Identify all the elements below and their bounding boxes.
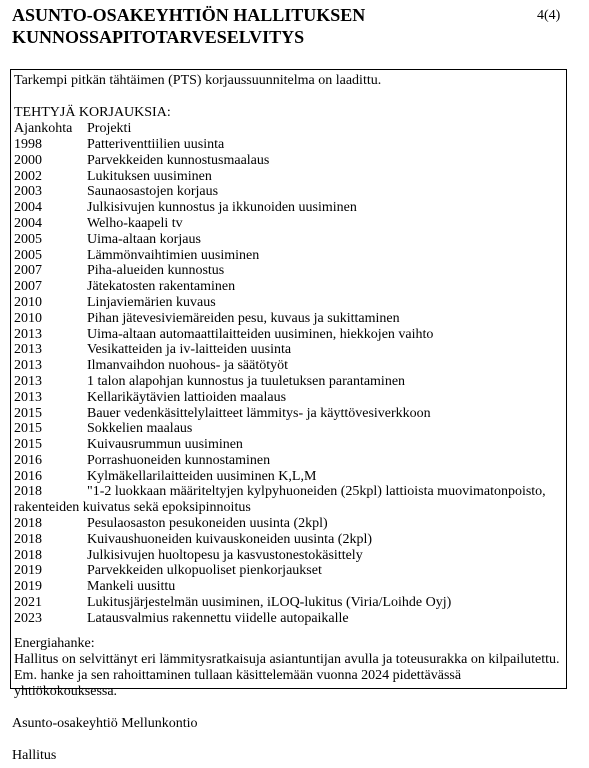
repair-project: Piha-alueiden kunnostus — [87, 263, 225, 279]
repair-project: Kuivausrummun uusiminen — [87, 437, 243, 453]
footer-board: Hallitus — [12, 748, 57, 763]
column-header-project: Projekti — [87, 121, 132, 136]
repair-project: Mankeli uusittu — [87, 579, 176, 595]
repair-row — [14, 137, 224, 153]
repair-year: 2013 — [14, 374, 42, 389]
repair-row — [14, 327, 433, 343]
repair-row — [14, 279, 235, 295]
repair-project: Porrashuoneiden kunnostaminen — [87, 453, 271, 468]
repair-project: Saunaosastojen korjaus — [87, 184, 219, 200]
repair-year: 2019 — [14, 579, 42, 595]
repair-row-long — [14, 484, 559, 516]
repair-year: 2018 — [14, 484, 42, 499]
repair-row — [14, 579, 175, 595]
repair-year: 2013 — [14, 342, 42, 358]
energy-text: Hallitus on selvittänyt eri lämmitysratkaisuja asiantuntijan avulla ja toteusurakka on kilpailutettu. Em. hanke ja sen rahoittaminen tullaan käsittelemään vuonna 2024 pidettävässä yhtiökokouksessa. — [14, 652, 560, 699]
repair-row — [14, 437, 243, 453]
repair-year: 2003 — [14, 184, 42, 200]
repair-row — [14, 421, 192, 437]
column-header-year: Ajankohta — [14, 121, 73, 136]
repair-project: Patteriventtiilien uusinta — [87, 137, 225, 152]
repair-row — [14, 153, 269, 169]
repair-project: Kellarikäytävien lattioiden maalaus — [87, 389, 287, 405]
repair-row — [14, 169, 212, 185]
repair-project: Jätekatosten rakentaminen — [87, 279, 236, 295]
repair-project: Ilmanvaihdon nuohous- ja säätötyöt — [87, 358, 289, 374]
repair-project: Parvekkeiden ulkopuoliset pienkorjaukset — [87, 563, 322, 579]
repair-project: Kuivaushuoneiden kuivauskoneiden uusinta (2kpl) — [87, 531, 373, 547]
repair-year: 2016 — [14, 468, 42, 484]
repair-row — [14, 263, 224, 279]
repair-year: 2018 — [14, 547, 42, 563]
footer-company: Asunto-osakeyhtiö Mellunkontio — [12, 716, 198, 731]
repair-year: 2013 — [14, 389, 42, 405]
repair-project: Pihan jätevesiviemäreiden pesu, kuvaus ja sukittaminen — [87, 310, 400, 326]
repair-project: Uima-altaan automaattilaitteiden uusiminen, hiekkojen vaihto — [87, 326, 434, 342]
repair-project: Bauer vedenkäsittelylaitteet lämmitys- ja käyttövesiverkkoon — [87, 405, 431, 421]
repair-row — [14, 390, 286, 406]
repair-row — [14, 548, 363, 564]
repair-row — [14, 232, 201, 248]
repair-project: Latausvalmius rakennettu viidelle autopaikalle — [87, 610, 349, 626]
repair-row — [14, 342, 291, 358]
repair-row — [14, 611, 349, 627]
intro-text: Tarkempi pitkän tähtäimen (PTS) korjaussuunnitelma on laadittu. — [14, 73, 382, 88]
repair-year: 2023 — [14, 610, 42, 626]
repair-project: 1 talon alapohjan kunnostus ja tuuletuksen parantaminen — [87, 374, 406, 389]
repair-year: 2016 — [14, 453, 42, 468]
repair-year: 2018 — [14, 531, 42, 547]
repair-row — [14, 532, 372, 548]
repair-year: 2005 — [14, 247, 42, 263]
repair-year: 2013 — [14, 358, 42, 374]
repair-project: Parvekkeiden kunnostusmaalaus — [87, 152, 270, 168]
repair-project: Uima-altaan korjaus — [87, 231, 201, 247]
repair-row — [14, 406, 431, 422]
repair-row — [14, 595, 451, 611]
repair-year: 2015 — [14, 405, 42, 421]
repair-year: 2013 — [14, 326, 42, 342]
repair-row — [14, 516, 328, 532]
repair-project: Julkisivujen huoltopesu ja kasvustonestokäsittely — [87, 547, 363, 563]
repair-year: 2007 — [14, 279, 42, 295]
repair-project: Welho-kaapeli tv — [87, 216, 183, 231]
repair-year: 2015 — [14, 421, 42, 437]
repair-row — [14, 453, 270, 469]
repair-project: Linjaviemärien kuvaus — [87, 295, 216, 310]
repair-year: 2000 — [14, 152, 42, 168]
repair-project: Lukituksen uusiminen — [87, 168, 212, 184]
repair-year: 2010 — [14, 295, 42, 310]
repair-year: 2021 — [14, 595, 42, 610]
repair-year: 2004 — [14, 200, 42, 216]
repair-project: Kylmäkellarilaitteiden uusiminen K,L,M — [87, 468, 317, 484]
document-title — [12, 4, 365, 48]
repair-row — [14, 184, 218, 200]
repair-year: 2015 — [14, 437, 42, 453]
repair-project: Vesikatteiden ja iv-laitteiden uusinta — [87, 342, 292, 358]
repair-row — [14, 563, 322, 579]
repair-project: "1-2 luokkaan määriteltyjen kylpyhuoneiden (25kpl) lattioista muovimatonpoisto, rakenteiden kuivatus sekä epoksipinnoitus — [14, 484, 546, 515]
repair-project: Sokkelien maalaus — [87, 421, 193, 437]
repair-year: 2007 — [14, 263, 42, 279]
repair-row — [14, 469, 316, 485]
repair-project: Lämmönvaihtimien uusiminen — [87, 247, 260, 263]
repair-year: 2019 — [14, 563, 42, 579]
repair-year: 2010 — [14, 310, 42, 326]
repair-project: Julkisivujen kunnostus ja ikkunoiden uusiminen — [87, 200, 357, 216]
repair-row — [14, 311, 400, 327]
repairs-heading: TEHTYJÄ KORJAUKSIA: — [14, 105, 171, 120]
repair-project: Lukitusjärjestelmän uusiminen, iLOQ-lukitus (Viria/Loihde Oyj) — [87, 595, 452, 610]
document-title-line2: KUNNOSSAPITOTARVESELVITYS — [12, 27, 305, 47]
repair-row — [14, 358, 288, 374]
repair-row — [14, 374, 405, 390]
repair-year: 2004 — [14, 216, 42, 231]
page-number: 4(4) — [537, 8, 561, 23]
document-title-line1: ASUNTO-OSAKEYHTIÖN HALLITUKSEN — [12, 5, 366, 25]
content-box — [10, 69, 567, 699]
repair-row — [14, 216, 183, 232]
repair-year: 2005 — [14, 231, 42, 247]
repair-row — [14, 248, 259, 264]
energy-section — [14, 636, 566, 700]
repair-year: 2018 — [14, 516, 42, 531]
repair-row — [14, 200, 357, 216]
column-headers — [14, 121, 131, 137]
repair-project: Pesulaosaston pesukoneiden uusinta (2kpl) — [87, 516, 328, 531]
repair-year: 1998 — [14, 137, 42, 152]
repair-row — [14, 295, 216, 311]
repair-year: 2002 — [14, 168, 42, 184]
energy-heading: Energiahanke: — [14, 636, 95, 651]
